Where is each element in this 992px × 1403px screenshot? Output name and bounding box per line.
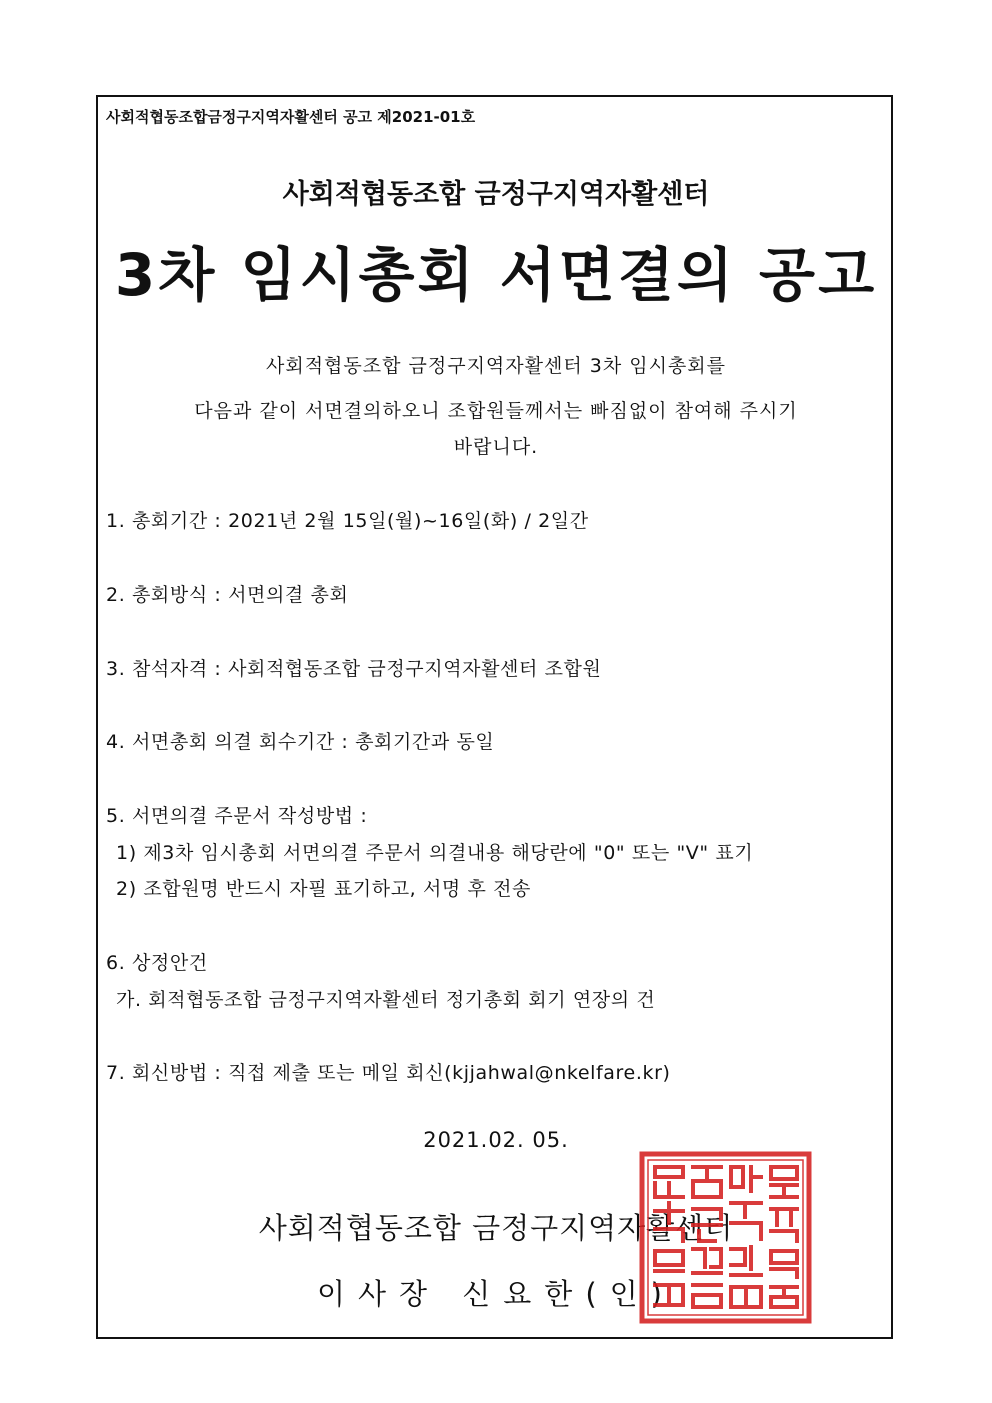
intro-line-1: 사회적협동조합 금정구지역자활센터 3차 임시총회를	[266, 355, 726, 377]
item-writing-method-sub-1: 1) 제3차 임시총회 서면의결 주문서 의결내용 해당란에 "0" 또는 "V" 표기	[116, 842, 754, 864]
official-seal-stamp	[639, 1151, 812, 1324]
item-writing-method-sub-2: 2) 조합원명 반드시 자필 표기하고, 서명 후 전송	[116, 878, 531, 900]
organization-title: 사회적협동조합 금정구지역자활센터	[282, 179, 710, 210]
signing-organization: 사회적협동조합 금정구지역자활센터	[258, 1211, 734, 1245]
item-agenda-sub-1: 가. 회적협동조합 금정구지역자활센터 정기총회 회기 연장의 건	[116, 989, 656, 1011]
item-writing-method: 5. 서면의결 주문서 작성방법 :	[106, 805, 368, 827]
item-eligibility: 3. 참석자격 : 사회적협동조합 금정구지역자활센터 조합원	[106, 658, 602, 680]
notice-date: 2021.02. 05.	[423, 1128, 569, 1152]
item-period: 1. 총회기간 : 2021년 2월 15일(월)~16일(화) / 2일간	[106, 510, 589, 532]
item-method: 2. 총회방식 : 서면의결 총회	[106, 584, 349, 606]
intro-line-3: 바랍니다.	[453, 436, 539, 458]
item-collection: 4. 서면총회 의결 회수기간 : 총회기간과 동일	[106, 731, 495, 753]
item-agenda: 6. 상정안건	[106, 952, 208, 974]
item-reply: 7. 회신방법 : 직접 제출 또는 메일 회신(kjjahwal@nkelfare.kr)	[106, 1062, 671, 1084]
main-title: 3차 임시총회 서면결의 공고	[114, 241, 878, 309]
intro-line-2: 다음과 같이 서면결의하오니 조합원들께서는 빠짐없이 참여해 주시기	[194, 400, 798, 422]
notice-number: 사회적협동조합금정구지역자활센터 공고 제2021-01호	[106, 108, 476, 126]
ceo-signature: 이사장 신요한(인)	[317, 1277, 675, 1311]
